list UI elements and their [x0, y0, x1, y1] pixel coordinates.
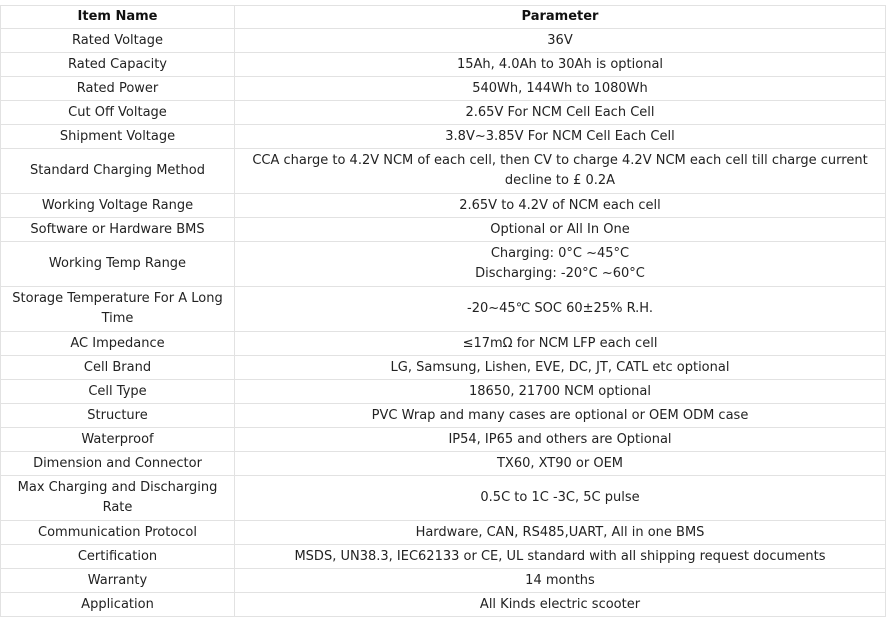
parameter-line: -20~45℃ SOC 60±25% R.H.: [467, 301, 653, 316]
item-name-cell: Cell Brand: [1, 356, 235, 380]
parameter-cell: [235, 53, 886, 77]
table-row: [1, 356, 886, 380]
parameter-line: MSDS, UN38.3, IEC62133 or CE, UL standard with all shipping request documents: [294, 548, 826, 564]
table-row: [1, 149, 886, 194]
item-name-cell: Dimension and Connector: [1, 452, 235, 476]
parameter-cell: [235, 29, 886, 53]
parameter-cell: [235, 545, 886, 569]
item-name-cell: Working Voltage Range: [1, 194, 235, 218]
table-row: [1, 242, 886, 287]
parameter-line: 15Ah, 4.0Ah to 30Ah is optional: [456, 56, 664, 72]
parameter-cell: [235, 287, 886, 332]
table-row: [1, 545, 886, 569]
table-row: [1, 194, 886, 218]
parameter-cell: [235, 149, 886, 194]
item-name-cell: Cut Off Voltage: [1, 101, 235, 125]
parameter-line: Hardware, CAN, RS485,UART, All in one BMS: [415, 524, 705, 540]
parameter-line: 18650, 21700 NCM optional: [469, 383, 651, 399]
table-row: [1, 77, 886, 101]
parameter-line: Charging: 0°C ~45°C: [490, 246, 630, 261]
parameter-cell: [235, 77, 886, 101]
parameter-line: 3.8V~3.85V For NCM Cell Each Cell: [445, 128, 675, 144]
table-row: [1, 53, 886, 77]
table-row: [1, 593, 886, 617]
table-row: [1, 428, 886, 452]
table-row: [1, 218, 886, 242]
item-name-cell: Rated Power: [1, 77, 235, 101]
parameter-cell: [235, 593, 886, 617]
parameter-line: Optional or All In One: [490, 221, 630, 237]
table-row: [1, 404, 886, 428]
table-row: [1, 569, 886, 593]
parameter-cell: [235, 428, 886, 452]
item-name-cell: AC Impedance: [1, 332, 235, 356]
header-row: [1, 6, 886, 29]
item-name-cell: Shipment Voltage: [1, 125, 235, 149]
table-row: [1, 452, 886, 476]
table-row: [1, 521, 886, 545]
parameter-line: IP54, IP65 and others are Optional: [448, 431, 672, 447]
parameter-cell: [235, 125, 886, 149]
item-name-cell: Max Charging and Discharging Rate: [1, 476, 235, 521]
table-row: [1, 125, 886, 149]
item-name-cell: Structure: [1, 404, 235, 428]
parameter-line: All Kinds electric scooter: [479, 596, 641, 612]
parameter-line: Discharging: -20°C ~60°C: [475, 266, 645, 281]
table-row: [1, 287, 886, 332]
parameter-cell: [235, 101, 886, 125]
item-name-cell: Cell Type: [1, 380, 235, 404]
table-row: [1, 332, 886, 356]
parameter-cell: [235, 356, 886, 380]
parameter-cell: [235, 569, 886, 593]
parameter-cell: [235, 404, 886, 428]
item-name-cell: Software or Hardware BMS: [1, 218, 235, 242]
parameter-cell: [235, 242, 886, 287]
parameter-line: 36V: [547, 32, 573, 48]
parameter-line: 2.65V For NCM Cell Each Cell: [465, 104, 655, 120]
item-name-cell: Standard Charging Method: [1, 149, 235, 194]
header-parameter: Parameter: [235, 6, 886, 29]
item-name-cell: Warranty: [1, 569, 235, 593]
item-name-cell: Storage Temperature For A Long Time: [1, 287, 235, 332]
parameter-line: LG, Samsung, Lishen, EVE, DC, JT, CATL etc optional: [390, 359, 730, 375]
parameter-line: 2.65V to 4.2V of NCM each cell: [459, 197, 661, 213]
parameter-line: CCA charge to 4.2V NCM of each cell, then CV to charge 4.2V NCM each cell till charge current decline to £ 0.2A: [252, 153, 868, 188]
parameter-cell: [235, 332, 886, 356]
parameter-line: 540Wh, 144Wh to 1080Wh: [472, 80, 648, 96]
table-row: [1, 101, 886, 125]
parameter-cell: [235, 521, 886, 545]
item-name-cell: Rated Capacity: [1, 53, 235, 77]
table-row: [1, 476, 886, 521]
parameter-cell: [235, 194, 886, 218]
parameter-line: 0.5C to 1C -3C, 5C pulse: [480, 490, 640, 505]
table-row: [1, 380, 886, 404]
item-name-cell: Waterproof: [1, 428, 235, 452]
item-name-cell: Application: [1, 593, 235, 617]
item-name-cell: Certification: [1, 545, 235, 569]
item-name-cell: Working Temp Range: [1, 242, 235, 287]
parameter-cell: [235, 452, 886, 476]
parameter-cell: [235, 476, 886, 521]
spec-rows: [1, 29, 886, 617]
item-name-cell: Communication Protocol: [1, 521, 235, 545]
parameter-cell: [235, 380, 886, 404]
parameter-line: ≤17mΩ for NCM LFP each cell: [462, 335, 658, 351]
parameter-line: TX60, XT90 or OEM: [496, 455, 624, 471]
parameter-line: 14 months: [525, 572, 595, 588]
parameter-line: PVC Wrap and many cases are optional or OEM ODM case: [371, 407, 749, 423]
spec-table: [0, 5, 886, 617]
parameter-cell: [235, 218, 886, 242]
table-row: [1, 29, 886, 53]
item-name-cell: Rated Voltage: [1, 29, 235, 53]
header-item-name: Item Name: [1, 6, 235, 29]
